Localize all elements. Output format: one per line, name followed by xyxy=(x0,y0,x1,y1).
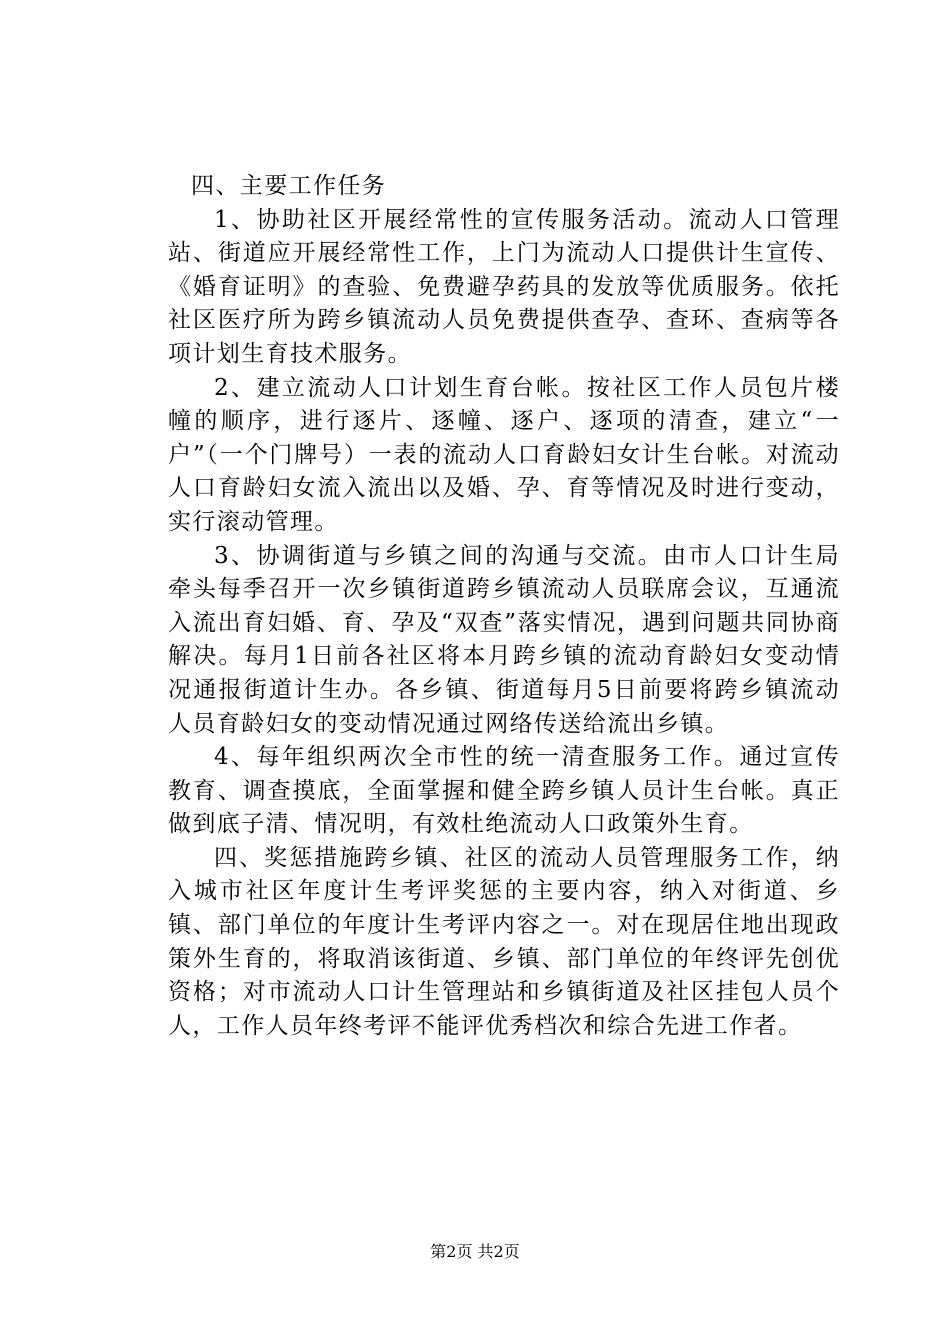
page-number: 第2页 共2页 xyxy=(430,1242,520,1261)
document-body xyxy=(168,170,840,1043)
page-footer xyxy=(0,1242,950,1262)
paragraph-task-3: 3、协调街道与乡镇之间的沟通与交流。由市人口计生局牵头每季召开一次乡镇街道跨乡镇流动人员联席会议，互通流入流出育妇婚、育、孕及“双查”落实情况，遇到问题共同协商解决。每月1日前各社区将本月跨乡镇的流动育龄妇女变动情况通报街道计生办。各乡镇、街道每月5日前要将跨乡镇流动人员育龄妇女的变动情况通过网络传送给流出乡镇。 xyxy=(168,542,840,737)
section-heading: 四、主要工作任务 xyxy=(191,173,387,199)
paragraph-task-2: 2、建立流动人口计划生育台帐。按社区工作人员包片楼幢的顺序，进行逐片、逐幢、逐户、逐项的清查，建立“一户”（一个门牌号）一表的流动人口育龄妇女计生台帐。对流动人口育龄妇女流入流出以及婚、孕、育等情况及时进行变动，实行滚动管理。 xyxy=(168,374,840,535)
paragraph-task-4: 4、每年组织两次全市性的统一清查服务工作。通过宣传教育、调查摸底，全面掌握和健全跨乡镇人员计生台帐。真正做到底子清、情况明，有效杜绝流动人口政策外生育。 xyxy=(168,744,840,838)
paragraph-task-1: 1、协助社区开展经常性的宣传服务活动。流动人口管理站、街道应开展经常性工作，上门为流动人口提供计生宣传、《婚育证明》的查验、免费避孕药具的发放等优质服务。依托社区医疗所为跨乡镇流动人员免费提供查孕、查环、查病等各项计划生育技术服务。 xyxy=(168,206,840,367)
paragraph-rewards-penalties: 四、奖惩措施跨乡镇、社区的流动人员管理服务工作，纳入城市社区年度计生考评奖惩的主要内容，纳入对街道、乡镇、部门单位的年度计生考评内容之一。对在现居住地出现政策外生育的，将取消该街道、乡镇、部门单位的年终评先创优资格；对市流动人口计生管理站和乡镇街道及社区挂包人员个人，工作人员年终考评不能评优秀档次和综合先进工作者。 xyxy=(168,844,840,1039)
